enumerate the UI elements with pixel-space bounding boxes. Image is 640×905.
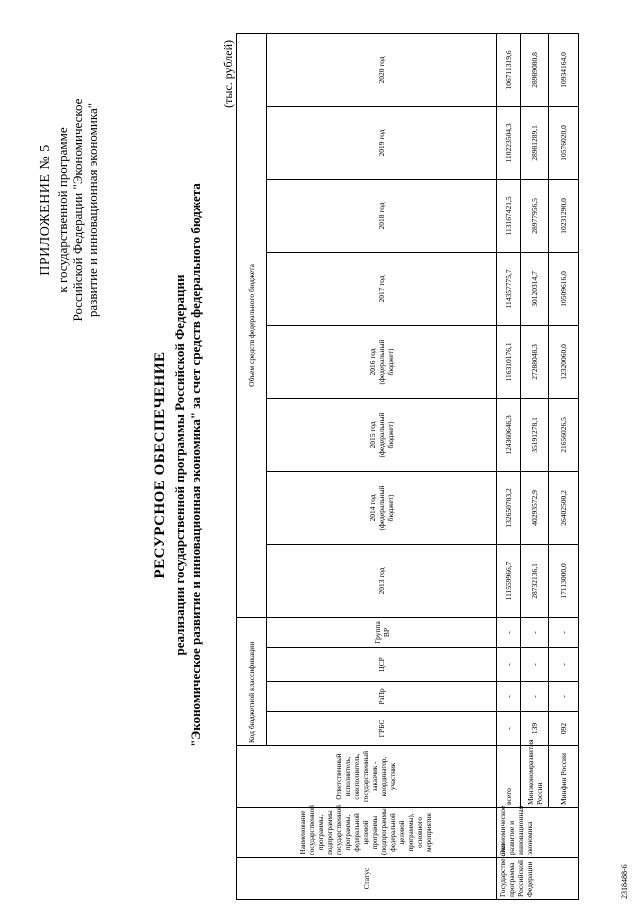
table-row [497,33,521,899]
cell-rzpr: - [549,682,579,712]
row-executor: Минэкономразвития России [521,746,549,808]
document-subtitle-1: реализации государственной программы Российской Федерации [172,274,187,656]
header-year-2014: 2014 год (федеральный бюджет) [267,471,497,544]
cell-vr: - [521,617,549,647]
table-row [521,33,549,899]
cell-csr: - [521,648,549,682]
cell-2013: 28732136,1 [521,544,549,617]
cell-2018: 113167421,5 [497,179,521,252]
cell-2016: 12320060,0 [549,325,579,398]
cell-2014: 26402500,2 [549,471,579,544]
header-rzpr: РзПр [267,682,497,712]
cell-rzpr: - [497,682,521,712]
cell-2018: 28977956,5 [521,179,549,252]
cell-2020: 106711319,6 [497,33,521,106]
header-year-2015: 2015 год (федеральный бюджет) [267,398,497,471]
cell-csr: - [549,648,579,682]
cell-2017: 114357775,7 [497,252,521,325]
cell-2014: 132650703,2 [497,471,521,544]
cell-rzpr: - [521,682,549,712]
row-executor: всего [497,746,521,808]
document-heading [152,145,204,785]
header-vr: Группа ВР [267,617,497,647]
cell-2013: 111559966,7 [497,544,521,617]
appendix-title: ПРИЛОЖЕНИЕ № 5 [38,144,53,276]
cell-vr: - [549,617,579,647]
cell-2015: 21656026,5 [549,398,579,471]
cell-2020: 10934164,0 [549,33,579,106]
cell-grbs: - [497,712,521,746]
cell-grbs: 092 [549,712,579,746]
row-program-name: Экономическое развитие и инновационная экономика [497,808,579,858]
header-grbs: ГРБС [267,712,497,746]
header-volume: Объем средств федерального бюджета [237,33,267,617]
cell-2017: 10509616,0 [549,252,579,325]
header-name: Наименование государственной программы, подпрограммы государственной программы, федеральной целевой программы (подпрограммы федеральной целевой программы), основного мероприятия [237,808,497,858]
header-status: Статус [237,858,497,900]
cell-2018: 10231290,0 [549,179,579,252]
resource-table [236,33,579,900]
appendix-line-3: развитие и инновационная экономика" [85,102,100,318]
cell-2019: 10576020,0 [549,106,579,179]
document-title: РЕСУРСНОЕ ОБЕСПЕЧЕНИЕ [152,351,168,579]
row-executor: Минфин России [549,746,579,808]
cell-2016: 27288048,3 [521,325,549,398]
unit-label: (тыс. рублей) [221,40,235,108]
header-year-2020: 2020 год [267,33,497,106]
header-executor: Ответственный исполнитель, соисполнитель, государственный заказчик - координатор, участник [237,746,497,808]
cell-2013: 17113000,0 [549,544,579,617]
cell-2020: 28989080,8 [521,33,549,106]
cell-2015: 35191278,1 [521,398,549,471]
cell-csr: - [497,648,521,682]
header-budget-code: Код бюджетной классификации [237,617,267,745]
header-year-2019: 2019 год [267,106,497,179]
cell-2016: 116310176,1 [497,325,521,398]
appendix-block [38,60,100,360]
header-csr: ЦСР [267,648,497,682]
document-footnote: 2318488-6 [620,864,629,899]
header-year-2013: 2013 год [267,544,497,617]
cell-2017: 30120314,7 [521,252,549,325]
header-year-2018: 2018 год [267,179,497,252]
cell-grbs: 139 [521,712,549,746]
header-year-2017: 2017 год [267,252,497,325]
row-status: Государственная программа Российской Федерации [497,858,579,900]
header-year-2016: 2016 год (федеральный бюджет) [267,325,497,398]
cell-2019: 110223504,3 [497,106,521,179]
document-subtitle-2: "Экономическое развитие и инновационная экономика" за счет средств федерального бюджета [188,183,203,747]
cell-2019: 28981289,1 [521,106,549,179]
cell-vr: - [497,617,521,647]
appendix-line-1: к государственной программе [55,127,70,293]
appendix-line-2: Российской Федерации "Экономическое [70,98,85,322]
table-row [549,33,579,899]
cell-2015: 124360646,3 [497,398,521,471]
cell-2014: 40293572,9 [521,471,549,544]
